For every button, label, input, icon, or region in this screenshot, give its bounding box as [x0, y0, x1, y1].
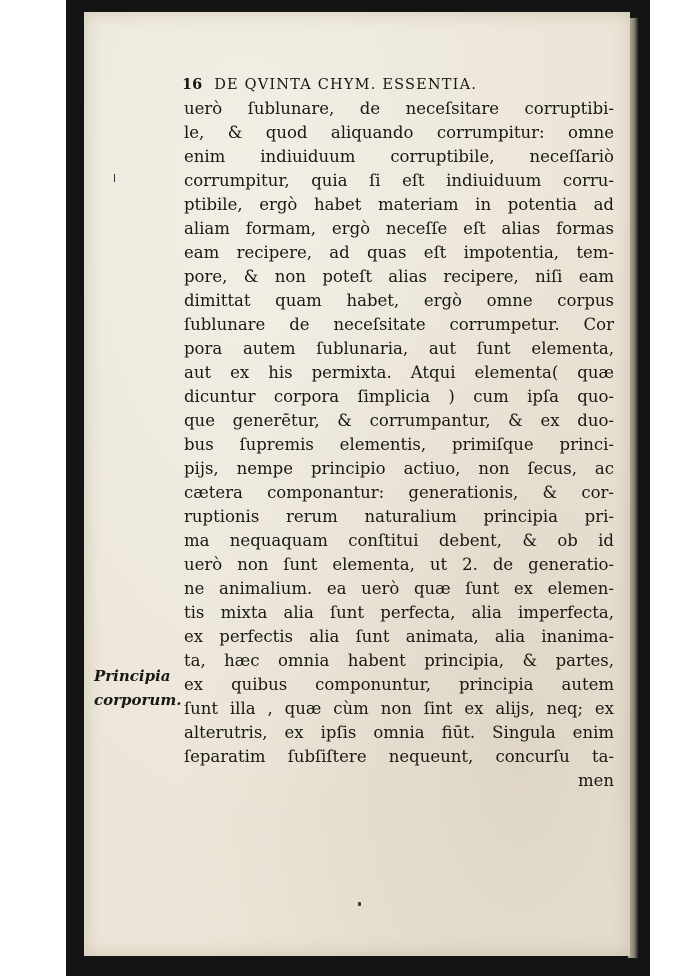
- body-text: [184, 97, 614, 793]
- text-line: enim indiuiduum corruptibile, neceſſariò: [184, 147, 614, 166]
- text-line: ma nequaquam conſtitui debent, & ob id: [184, 531, 614, 550]
- text-line: eam recipere, ad quas eſt impotentia, tem-: [184, 243, 614, 262]
- scan-margin-right: [650, 0, 690, 976]
- text-line: pijs, nempe principio actiuo, non ſecus, ac: [184, 459, 614, 478]
- text-line: ptibile, ergò habet materiam in potentia ad: [184, 195, 614, 214]
- text-line: ne animalium. ea uerò quæ ſunt ex elemen-: [184, 579, 614, 598]
- catchword: men: [577, 771, 614, 790]
- text-line: ſeparatim ſubſiſtere nequeunt, concurſu ta-: [184, 747, 614, 766]
- text-line: ex quibus componuntur, principia autem: [184, 675, 614, 694]
- ink-speck: [358, 902, 361, 906]
- text-line: uerò non ſunt elementa, ut 2. de generatio-: [184, 555, 614, 574]
- text-line: dimittat quam habet, ergò omne corpus: [184, 291, 614, 310]
- text-line: corrumpitur, quia ſi eſt indiuiduum corru-: [184, 171, 614, 190]
- text-line: aliam formam, ergò neceſſe eſt alias formas: [184, 219, 614, 238]
- text-line: bus ſupremis elementis, primiſque princi-: [184, 435, 614, 454]
- page-number: 16: [182, 76, 203, 93]
- text-line: aut ex his permixta. Atqui elementa( quæ: [184, 363, 614, 382]
- text-line: que generētur, & corrumpantur, & ex duo-: [184, 411, 614, 430]
- text-line: alterutris, ex ipſis omnia fiūt. Singula enim: [184, 723, 614, 742]
- text-line: tis mixta alia ſunt perfecta, alia imperfecta,: [184, 603, 614, 622]
- marginal-note: [94, 664, 190, 712]
- running-head: [182, 76, 602, 96]
- marginal-note-line: corporum.: [94, 691, 182, 709]
- text-line: pora autem ſublunaria, aut ſunt elementa,: [184, 339, 614, 358]
- text-line: ſunt illa , quæ cùm non ſint ex alijs, neq; ex: [184, 699, 614, 718]
- scan-margin-left: [0, 0, 66, 976]
- text-line: le, & quod aliquando corrumpitur: omne: [184, 123, 614, 142]
- running-title: DE QVINTA CHYM. ESSENTIA.: [214, 77, 478, 93]
- text-line: ruptionis rerum naturalium principia pri-: [184, 507, 614, 526]
- text-line: pore, & non poteſt alias recipere, niſi eam: [184, 267, 614, 286]
- text-line: ex perfectis alia ſunt animata, alia inanima-: [184, 627, 614, 646]
- text-line: cætera componantur: generationis, & cor-: [184, 483, 614, 502]
- marginal-note-line: Principia: [94, 667, 171, 685]
- text-line: dicuntur corpora ſimplicia ) cum ipſa quo-: [184, 387, 614, 406]
- text-line: uerò ſublunare, de neceſsitare corruptibi-: [184, 99, 614, 118]
- text-line: ta, hæc omnia habent principia, & partes,: [184, 651, 614, 670]
- ink-mark: [114, 174, 119, 182]
- text-line: ſublunare de neceſsitate corrumpetur. Cor: [184, 315, 614, 334]
